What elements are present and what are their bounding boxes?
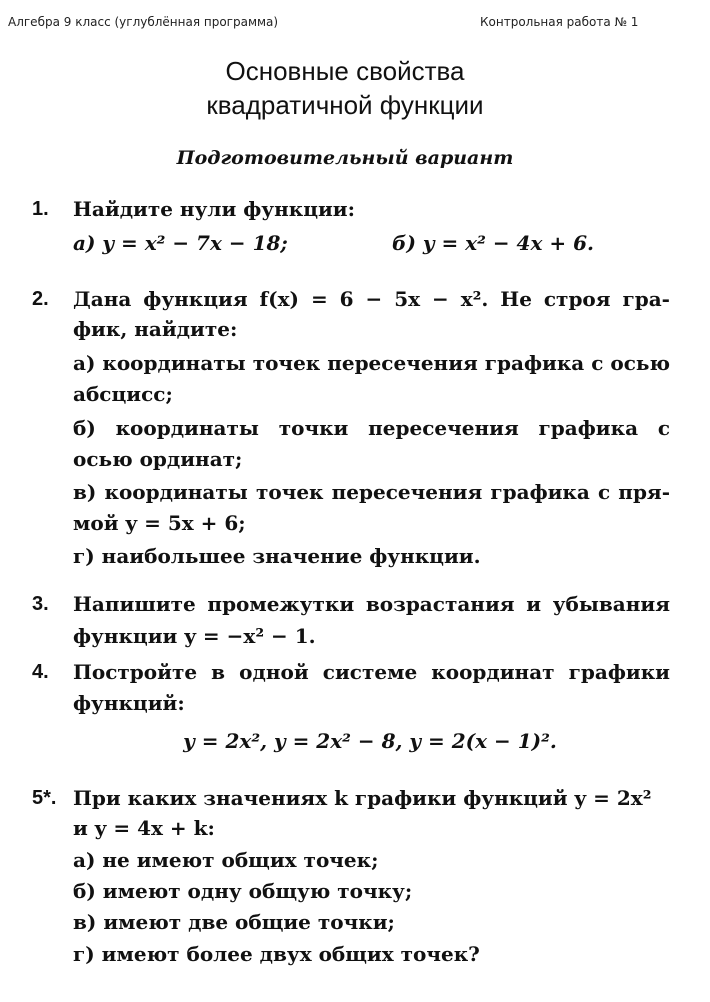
header-right: Контрольная работа № 1 [480,15,639,29]
task-1-text: Найдите нули функции: [73,197,356,221]
task-5-d: г) имеют более двух общих точек? [73,942,480,966]
task-1-number: 1. [32,198,49,220]
title-line-2: квадратичной функции [206,90,484,120]
task-4-line-2: функций: [73,691,185,715]
task-3-line-1: Напишите промежутки возрастания и убывания [73,592,670,616]
task-2-line-1: Дана функция f(x) = 6 − 5x − x². Не строя гра- [73,287,670,311]
task-2-d: г) наибольшее значение функции. [73,544,481,568]
task-4-formula: y = 2x², y = 2x² − 8, y = 2(x − 1)². [183,729,557,753]
task-2-line-2: фик, найдите: [73,317,238,341]
header-left: Алгебра 9 класс (углублённая программа) [8,15,279,29]
task-2-a-line-1: а) координаты точек пересечения графика с осью [73,351,670,375]
variant-subtitle: Подготовительный вариант [176,147,514,169]
task-5-a: а) не имеют общих точек; [73,848,379,872]
task-2-c-line-1: в) координаты точек пересечения графика с пря- [73,480,670,504]
task-4-line-1: Постройте в одной системе координат графики [73,660,670,684]
task-3-number: 3. [32,593,49,615]
task-2-b-line-2: осью ординат; [73,447,243,471]
task-1-b: б) y = x² − 4x + 6. [392,231,594,255]
task-5-line-2: и y = 4x + k: [73,816,215,840]
task-2-b-line-1: б) координаты точки пересечения графика с [73,416,670,440]
task-2-c-line-2: мой y = 5x + 6; [73,511,246,535]
task-5-b: б) имеют одну общую точку; [73,879,413,903]
task-1-a: а) y = x² − 7x − 18; [73,231,288,255]
title-line-1: Основные свойства [225,56,465,86]
task-3-line-2: функции y = −x² − 1. [73,624,316,648]
task-2-a-line-2: абсцисс; [73,382,173,406]
task-5-c: в) имеют две общие точки; [73,910,395,934]
task-2-number: 2. [32,288,49,310]
task-5-number: 5*. [32,787,57,809]
task-5-line-1: При каких значениях k графики функций y = 2x² [73,786,652,810]
task-4-number: 4. [32,661,49,683]
